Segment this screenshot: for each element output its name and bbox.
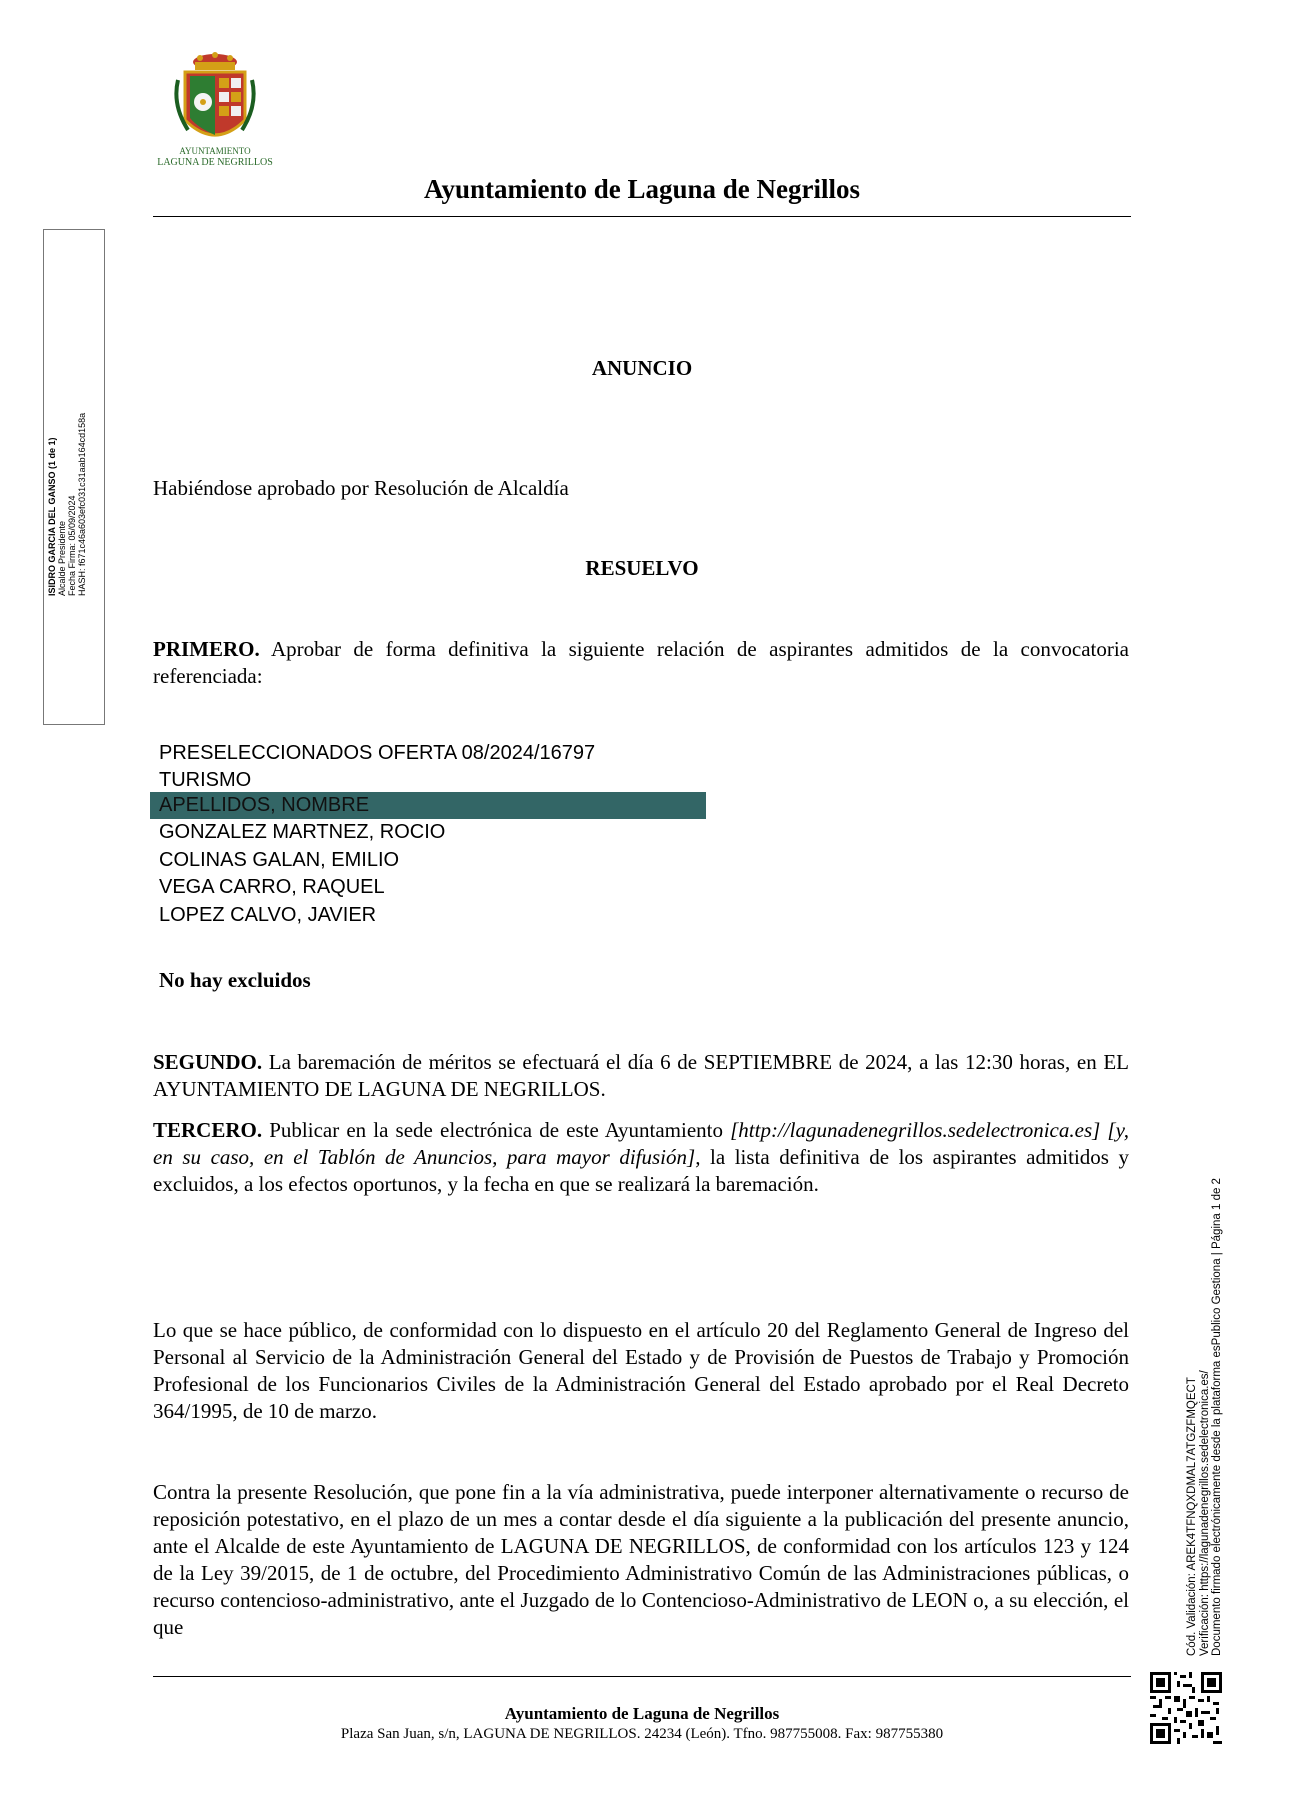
table-row: COLINAS GALAN, EMILIO (159, 848, 400, 871)
segundo-label: SEGUNDO. (153, 1050, 263, 1074)
validation-platform: Documento firmado electrónicamente desde la plataforma esPublico Gestiona | Página 1 de 2 (1211, 1178, 1223, 1656)
validation-sidebar (1186, 1096, 1224, 1656)
intro-paragraph: Habiéndose aprobado por Resolución de Alcaldía (153, 476, 569, 500)
footer-address: Plaza San Juan, s/n, LAGUNA DE NEGRILLOS. 24234 (León). Tfno. 987755008. Fax: 987755380 (340, 1726, 944, 1742)
signature-hash: HASH: f671c46a603efc031c31aab164cd158a (77, 412, 87, 596)
signature-details (47, 356, 87, 596)
primero-text: Aprobar de forma definitiva la siguiente relación de aspirantes admitidos de la convocatoria referenciada: (153, 637, 1129, 688)
table-row: VEGA CARRO, RAQUEL (159, 876, 385, 898)
signer-role: Alcalde Presidente (57, 520, 67, 596)
header-divider (153, 216, 1131, 217)
tercero-pre: Publicar en la sede electrónica de este Ayuntamiento (269, 1118, 723, 1142)
validation-url[interactable]: Verificación: https://lagunadenegrillos.sedelectronica.es/ (1198, 1370, 1211, 1656)
candidates-table (150, 740, 706, 929)
logo-caption (130, 146, 300, 168)
logo-line-1: AYUNTAMIENTO (179, 146, 251, 156)
table-title-1: PRESELECCIONADOS OFERTA 08/2024/16797 (159, 742, 596, 764)
recurso-paragraph: Contra la presente Resolución, que pone fin a la vía administrativa, puede interponer alternativamente o recurso de reposición potestativo, en el plazo de un mes a contar desde el día siguiente a la publicación del presente anuncio, ante el Alcalde de este Ayuntamiento de LAGUNA DE NEGRILLOS, de conformidad con los artículos 123 y 124 de la Ley 39/2015, de 1 de octubre, del Procedimiento Administrativo Común de las Administraciones públicas, o recurso contencioso-administrativo, ante el Juzgado de lo Contencioso-Administrativo de LEON o, a su elección, el que (153, 1480, 1129, 1639)
publico-paragraph: Lo que se hace público, de conformidad con lo dispuesto en el artículo 20 del Reglamento General de Ingreso del Personal al Servicio de la Administración General del Estado y de Provisión de Puestos de Trabajo y Promoción Profesional de los Funcionarios Civiles de la Administración General del Estado aprobado por el Real Decreto 364/1995, de 10 de marzo. (153, 1318, 1129, 1423)
segundo-text: La baremación de méritos se efectuará el día 6 de SEPTIEMBRE de 2024, a las 12:30 horas, en EL AYUNTAMIENTO DE LAGUNA DE NEGRILLOS. (153, 1050, 1129, 1101)
footer-title: Ayuntamiento de Laguna de Negrillos (504, 1704, 780, 1723)
tercero-label: TERCERO. (153, 1118, 263, 1142)
signature-date: Fecha Firma: 05/09/2024 (67, 495, 77, 596)
document-heading: ANUNCIO (591, 356, 693, 380)
tercero-italic: [http://lagunadenegrillos.sedelectronica.es] [y, en su caso, en el Tablón de Anuncios, para mayor difusión], (153, 1118, 1129, 1169)
primero-paragraph (153, 636, 1129, 690)
qr-code-icon (1150, 1672, 1222, 1744)
table-row: LOPEZ CALVO, JAVIER (159, 903, 377, 926)
primero-label: PRIMERO. (153, 637, 260, 661)
table-title-2: TURISMO (159, 768, 252, 791)
signer-name: ISIDRO GARCIA DEL GANSO (1 de 1) (47, 437, 57, 596)
tercero-post: la lista definitiva de los aspirantes admitidos y excluidos, a los efectos oportunos, y la fecha en que se realizará la baremación. (153, 1145, 1130, 1196)
tercero-paragraph (153, 1117, 1129, 1198)
no-excluded-note: No hay excluidos (159, 968, 311, 992)
logo-line-2: LAGUNA DE NEGRILLOS (157, 157, 273, 168)
table-header: APELLIDOS, NOMBRE (150, 792, 706, 820)
page-header-title: Ayuntamiento de Laguna de Negrillos (423, 174, 861, 204)
table-row: GONZALEZ MARTNEZ, ROCIO (159, 821, 446, 843)
validation-code: Cód. Validación: AREK4TFNQXDMAL7ATGZFMQECT (1186, 1377, 1198, 1656)
footer-divider (153, 1676, 1131, 1677)
segundo-paragraph (153, 1049, 1129, 1103)
resuelvo-heading: RESUELVO (585, 556, 699, 580)
